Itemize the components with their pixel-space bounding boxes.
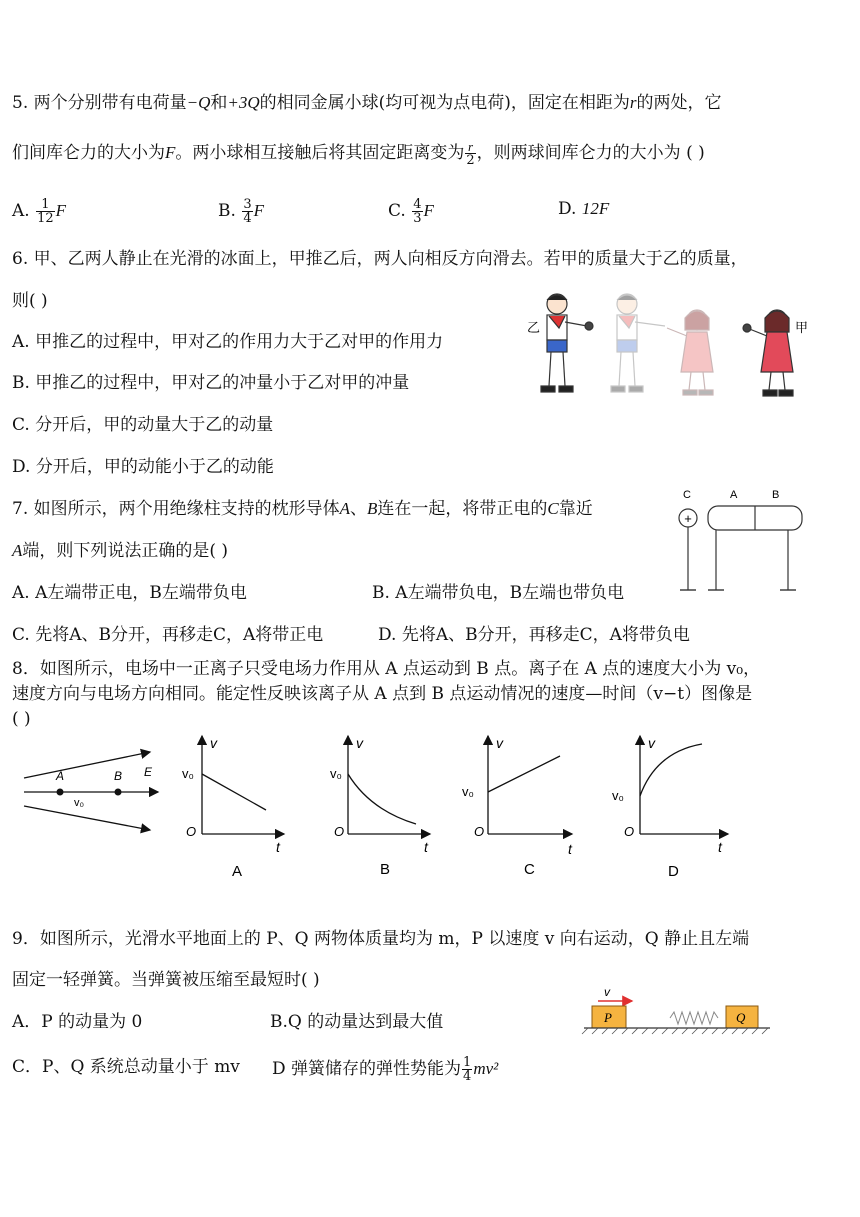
- q5-line2: 们间库仑力的大小为F。两小球相互接触后将其固定距离变为 $\frac{r}{2}$ ，则两球间库仑力的大小为 ( ): [12, 139, 705, 168]
- q6-option-a[interactable]: A. 甲推乙的过程中，甲对乙的作用力大于乙对甲的作用力: [12, 332, 444, 352]
- q5-line1: 5. 两个分别带有电荷量−Q和+3Q的相同金属小球(均可视为点电荷)，固定在相距为r的两处，它: [12, 93, 722, 113]
- q8-line1: 8．如图所示，电场中一正离子只受电场力作用从 A 点运动到 B 点。离子在 A 点的速度大小为 v₀，: [12, 659, 761, 679]
- vt-graph-b: [330, 730, 440, 880]
- v0-label: v₀: [462, 784, 474, 799]
- boy-figure-faded: [611, 294, 665, 392]
- fraction-r-over-2: $\frac{r}{2}$: [466, 139, 475, 168]
- q7-option-c[interactable]: C. 先将A、B分开，再移走C，A将带正电: [12, 625, 324, 645]
- label-v0: v₀: [74, 797, 85, 809]
- q5-option-a[interactable]: A. $\frac{1}{12}$ F: [12, 197, 67, 226]
- vt-curve: [348, 774, 416, 824]
- boy-figure: [541, 294, 593, 392]
- label-p: P: [604, 1010, 612, 1025]
- skaters-figure: [525, 290, 815, 402]
- axis-v-label: v: [210, 735, 217, 751]
- point-a: [57, 789, 64, 796]
- vt-graph-c: [460, 730, 580, 880]
- origin-label: O: [624, 824, 635, 839]
- label-q: Q: [736, 1010, 746, 1025]
- field-line-top: [24, 752, 150, 778]
- origin-label: O: [186, 824, 197, 839]
- q7-line2: A端，则下列说法正确的是( ): [12, 541, 229, 561]
- q9-option-b[interactable]: B.Q 的动量达到最大值: [270, 1012, 444, 1032]
- spring-icon: [670, 1012, 718, 1024]
- q5-option-b[interactable]: B. $\frac{3}{4}$ F: [218, 197, 264, 226]
- girl-figure-faded: [667, 310, 713, 395]
- graph-letter[interactable]: D: [668, 863, 679, 880]
- origin-label: O: [474, 824, 485, 839]
- q6-option-b[interactable]: B. 甲推乙的过程中，甲对乙的冲量小于乙对甲的冲量: [12, 373, 410, 393]
- girl-figure: [743, 310, 793, 396]
- axis-t-label: t: [718, 839, 722, 855]
- graph-letter[interactable]: B: [380, 861, 391, 878]
- q6-option-c[interactable]: C. 分开后，甲的动量大于乙的动量: [12, 415, 274, 435]
- q9-option-a[interactable]: A．P 的动量为 0: [12, 1012, 143, 1032]
- vt-curve: [488, 756, 560, 792]
- q9-option-c[interactable]: C．P、Q 系统总动量小于 mv: [12, 1057, 240, 1077]
- vt-graph-a: [180, 730, 290, 880]
- vt-curve: [640, 744, 702, 796]
- q6-option-d[interactable]: D. 分开后，甲的动能小于乙的动能: [12, 457, 274, 477]
- spring-blocks-figure: [580, 984, 780, 1044]
- q7-option-d[interactable]: D. 先将A、B分开，再移走C，A将带负电: [378, 625, 690, 645]
- graph-letter[interactable]: C: [524, 861, 535, 878]
- label-a: A: [730, 489, 738, 501]
- ground-hatch: [582, 1028, 768, 1034]
- axis-v-label: v: [356, 735, 363, 751]
- q5-option-d[interactable]: D. 12F: [558, 199, 610, 219]
- axis-t-label: t: [568, 841, 572, 857]
- label-b: B: [114, 769, 123, 783]
- axis-v-label: v: [496, 735, 503, 751]
- vt-graph-d: [610, 730, 740, 880]
- axis-v-label: v: [648, 735, 655, 751]
- axis-t-label: t: [276, 839, 280, 855]
- v0-label: v₀: [182, 766, 194, 781]
- q7-option-a[interactable]: A. A左端带正电，B左端带负电: [12, 583, 247, 603]
- velocity-label: v: [604, 985, 610, 999]
- q9-line1: 9．如图所示，光滑水平地面上的 P、Q 两物体质量均为 m，P 以速度 v 向右运动，Q 静止且左端: [12, 929, 750, 949]
- q8-line3: ( ): [12, 709, 31, 729]
- label-a: A: [56, 769, 65, 783]
- q7-line1: 7. 如图所示，两个用绝缘柱支持的枕形导体A、B连在一起，将带正电的C靠近: [12, 499, 593, 519]
- label-b: B: [772, 489, 780, 501]
- q5-option-c[interactable]: C. $\frac{4}{3}$ F: [388, 197, 434, 226]
- point-b: [115, 789, 122, 796]
- label-c: C: [683, 489, 691, 501]
- label-yi: 乙: [527, 321, 541, 336]
- graph-letter[interactable]: A: [232, 863, 243, 880]
- axis-t-label: t: [424, 839, 428, 855]
- q9-line2: 固定一轻弹簧。当弹簧被压缩至最短时( ): [12, 970, 320, 990]
- field-line-bottom: [24, 806, 150, 830]
- v0-label: v₀: [612, 788, 624, 803]
- q7-option-b[interactable]: B. A左端带负电，B左端也带负电: [372, 583, 625, 603]
- label-e: E: [144, 765, 153, 779]
- pillow-conductor-figure: [668, 486, 818, 596]
- vt-curve: [202, 774, 266, 810]
- plus-sign: +: [684, 511, 692, 526]
- q6-line2: 则( ): [12, 291, 48, 311]
- electric-field-figure: [20, 746, 170, 836]
- q9-option-d[interactable]: D 弹簧储存的弹性势能为 $\frac{1}{4}$ mv²: [272, 1055, 499, 1084]
- q6-line1: 6. 甲、乙两人静止在光滑的冰面上，甲推乙后，两人向相反方向滑去。若甲的质量大于乙的质量，: [12, 249, 748, 269]
- label-jia: 甲: [795, 321, 809, 336]
- q8-line2: 速度方向与电场方向相同。能定性反映该离子从 A 点到 B 点运动情况的速度—时间（v−t）图像是: [12, 684, 753, 704]
- v0-label: v₀: [330, 766, 342, 781]
- origin-label: O: [334, 824, 345, 839]
